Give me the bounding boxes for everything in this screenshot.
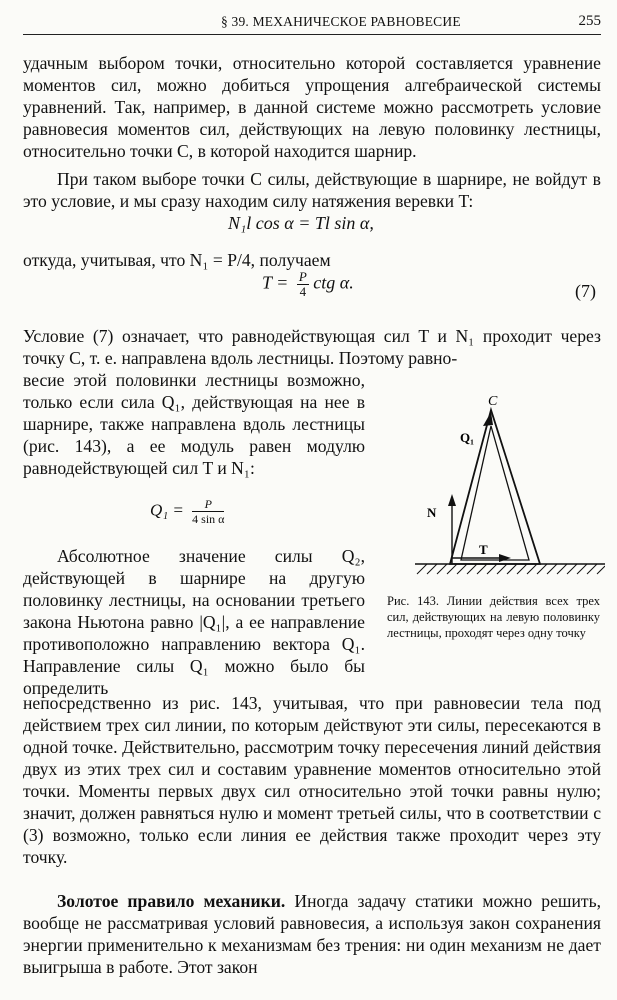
- ground-hatching: [417, 564, 605, 574]
- t-arrowhead: [499, 554, 511, 562]
- figure-143: [405, 390, 605, 585]
- paragraph-2: При таком выборе точки C силы, действующие в шарнире, не войдут в это условие, и мы сразу находим силу натяжения веревки T:: [23, 169, 601, 211]
- running-head: § 39. МЕХАНИЧЕСКОЕ РАВНОВЕСИЕ: [221, 14, 461, 29]
- equation-2-numerator: P: [298, 269, 307, 284]
- paragraph-4: Условие (7) означает, что равнодействующая сил T и N₁ проходит через точку C, т. е. направлена вдоль лестницы. Поэтому равно-: [23, 326, 601, 368]
- equation-1: N₁l cos α = Tl sin α,: [228, 213, 374, 233]
- paragraph-7: непосредственно из рис. 143, учитывая, что при равновесии тела под действием трех сил линии, по которым действуют эти силы, пересекаются в одной точке. Действительно, рассмотрим точку пересечения линий действия двух из этих трех сил и составим уравнение моментов относительно этой точки. Моменты первых двух сил относительно этой точки равны нулю; значит, должен равняться нулю и момент третьей силы, что в соответствии с (3) возможно, только если линия ее действия также проходит через эту точку.: [23, 693, 601, 867]
- label-c: C: [488, 394, 498, 409]
- label-t: T: [479, 542, 488, 557]
- equation-2-fraction: [297, 270, 309, 299]
- equation-2-denominator: 4: [299, 284, 307, 299]
- paragraph-8: [23, 890, 601, 978]
- paragraph-1: удачным выбором точки, относительно которой составляется уравнение моментов сил, можно добиться упрощения алгебраической системы уравнений. Так, например, в данной системе можно рассмотреть условие равновесия моментов сил, действующих на левую половинку лестницы, относительно точки C, в которой находится шарнир.: [23, 53, 601, 161]
- equation-3-fraction: [192, 497, 224, 526]
- ladder-inner: [461, 426, 529, 560]
- equation-3: [150, 497, 224, 526]
- equation-2: [262, 270, 354, 299]
- equation-3-lhs: Q₁ =: [150, 500, 189, 520]
- label-n: N: [427, 505, 437, 520]
- equation-2-lhs: T =: [262, 272, 293, 293]
- equation-2-number: (7): [575, 281, 596, 301]
- equation-2-rhs: ctg α.: [308, 272, 354, 293]
- equation-3-numerator: P: [192, 497, 224, 512]
- paragraph-5: весие этой половинки лестницы возможно, только если сила Q₁, действующая на нее в шарнире, также направлена вдоль лестницы (рис. 143), а ее модуль равен модулю равнодействующей сил T и N₁:: [23, 370, 365, 478]
- page-header: [23, 10, 601, 35]
- figure-caption: Рис. 143. Линии действия всех трех сил, действующих на левую половинку лестницы, проходят через одну точку: [387, 594, 600, 640]
- paragraph-3: откуда, учитывая, что N₁ = P/4, получаем: [23, 250, 331, 270]
- equation-3-denominator: 4 sin α: [192, 512, 225, 526]
- n-arrowhead: [448, 494, 456, 506]
- page-number: 255: [578, 13, 601, 29]
- section-title: Золотое правило механики.: [57, 891, 286, 911]
- paragraph-8-body: Иногда задачу статики можно решить, вообще не рассматривая условий равновесия, а используя закон сохранения энергии применительно к механизмам без трения: ни один механизм не дает выигрыша в работе. Этот закон: [23, 891, 601, 977]
- label-q1: Q₁: [460, 430, 475, 445]
- paragraph-6: Абсолютное значение силы Q₂, действующей в шарнире на другую половинку лестницы, на основании третьего закона Ньютона равно |Q₁|, а ее направление противоположно направлению вектора Q₁. Направление силы Q₁ можно было бы определить: [23, 546, 365, 698]
